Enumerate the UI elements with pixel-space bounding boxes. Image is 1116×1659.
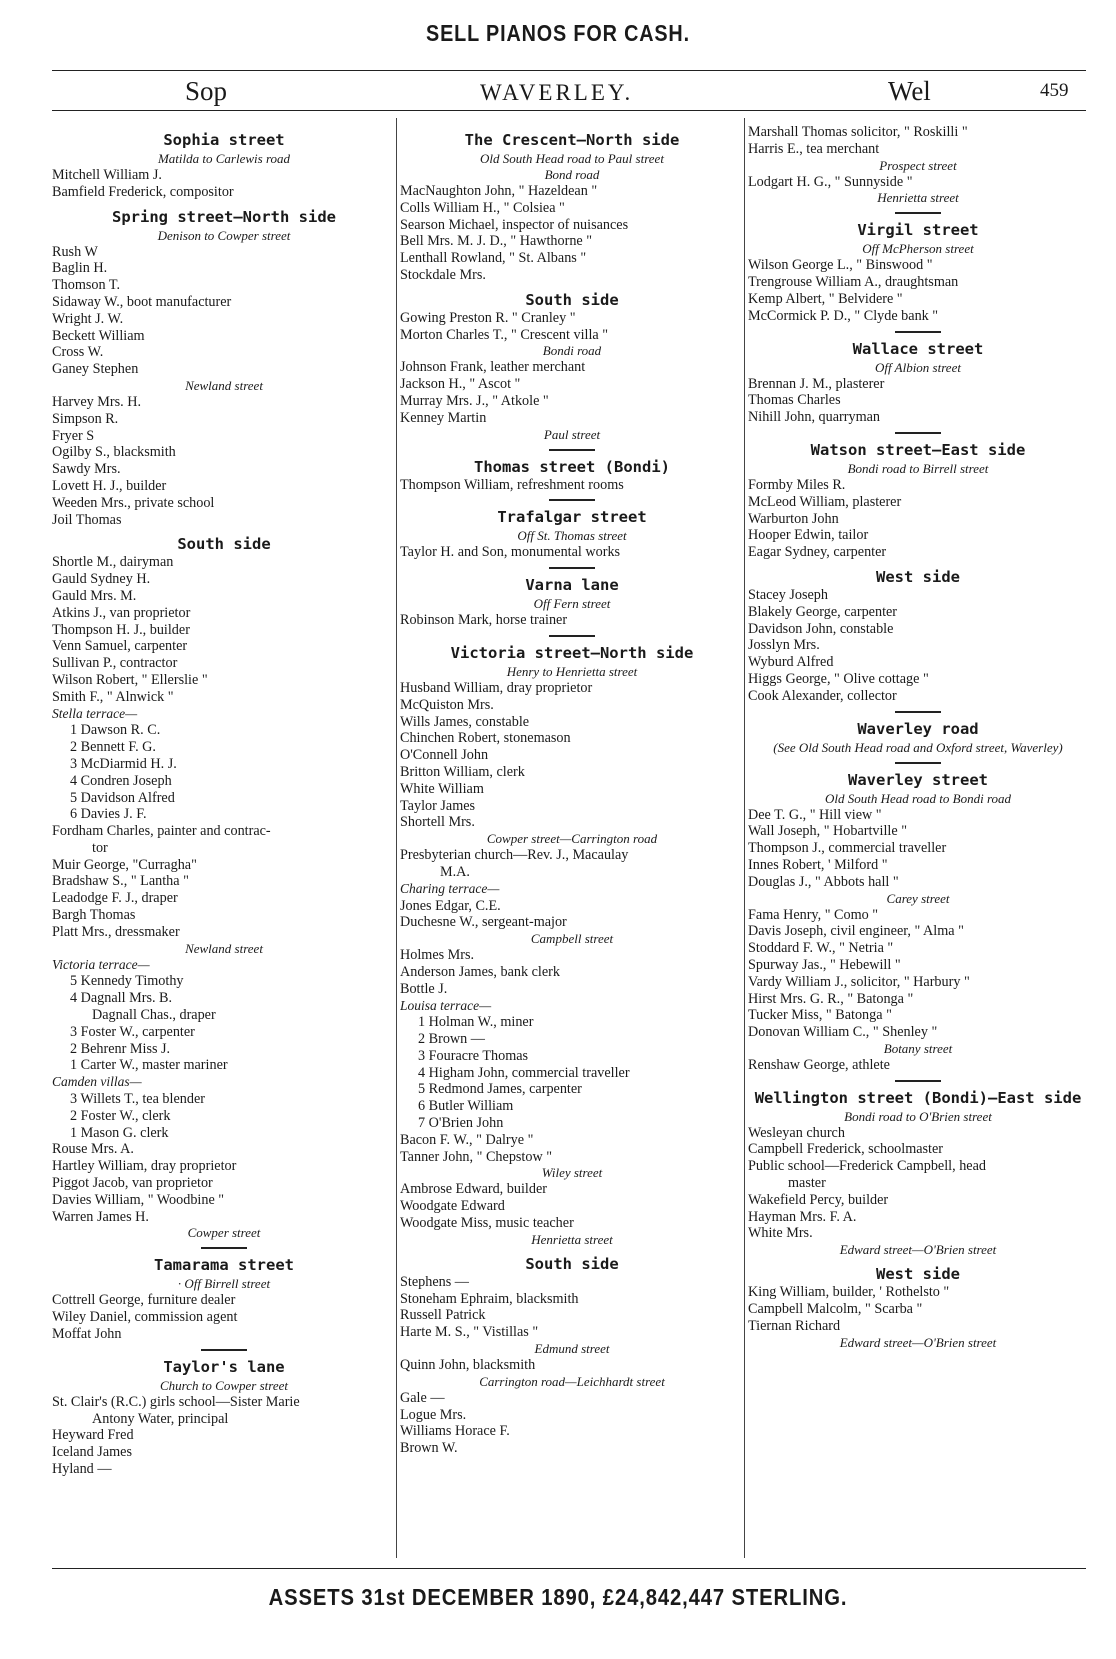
directory-entry: Morton Charles T., " Crescent villa " bbox=[400, 326, 609, 343]
directory-entry: Britton William, clerk bbox=[400, 763, 525, 780]
directory-entry: 4 Condren Joseph bbox=[70, 772, 172, 789]
directory-entry: Wilson Robert, " Ellerslie " bbox=[52, 671, 208, 688]
directory-entry: Iceland James bbox=[52, 1444, 132, 1461]
directory-entry: Moffat John bbox=[52, 1326, 122, 1343]
street-subheading: Henry to Henrietta street bbox=[506, 663, 638, 679]
directory-entry: Harvey Mrs. H. bbox=[52, 393, 142, 410]
directory-entry: Marshall Thomas solicitor, " Roskilli " bbox=[748, 124, 968, 140]
street-subheading: Off Fern street bbox=[533, 596, 611, 612]
directory-entry: Fama Henry, " Como " bbox=[748, 906, 879, 923]
directory-entry: Joil Thomas bbox=[52, 511, 122, 528]
directory-entry: McCormick P. D., " Clyde bank " bbox=[748, 307, 939, 324]
directory-entry: Kemp Albert, " Belvidere " bbox=[748, 290, 903, 307]
directory-entry: Taylor James bbox=[400, 797, 476, 814]
directory-entry: Hartley William, dray proprietor bbox=[52, 1158, 237, 1175]
directory-entry: Higgs George, " Olive cottage " bbox=[748, 670, 929, 687]
directory-entry: Stephens — bbox=[400, 1273, 469, 1290]
cross-street-label: Newland street bbox=[185, 940, 263, 956]
directory-entry: Thompson H. J., builder bbox=[52, 621, 190, 638]
directory-entry: Muir George, "Curragha" bbox=[52, 856, 197, 873]
directory-entry: Sullivan P., contractor bbox=[52, 655, 178, 672]
street-heading: West side bbox=[876, 1265, 960, 1284]
directory-entry: 2 Behrenr Miss J. bbox=[70, 1040, 171, 1057]
directory-entry: Jones Edgar, C.E. bbox=[400, 897, 501, 914]
directory-entry: Hooper Edwin, tailor bbox=[748, 527, 869, 544]
directory-entry: Rouse Mrs. A. bbox=[52, 1141, 134, 1158]
directory-entry: Chinchen Robert, stonemason bbox=[400, 730, 571, 747]
directory-entry: Hyland — bbox=[52, 1461, 112, 1477]
terrace-label: Camden villas— bbox=[52, 1074, 142, 1090]
section-separator bbox=[549, 567, 595, 569]
cross-street-label: Wiley street bbox=[541, 1165, 603, 1181]
directory-entry: Thomas Charles bbox=[748, 392, 841, 409]
directory-entry: Renshaw George, athlete bbox=[748, 1056, 890, 1073]
directory-entry: 4 Higham John, commercial traveller bbox=[418, 1064, 630, 1081]
directory-entry: Cross W. bbox=[52, 344, 104, 361]
directory-entry: Warburton John bbox=[748, 510, 839, 527]
directory-entry: Anderson James, bank clerk bbox=[400, 963, 560, 980]
directory-entry: Fordham Charles, painter and contrac- bbox=[52, 823, 271, 840]
street-heading: Taylor's lane bbox=[163, 1357, 285, 1376]
directory-entry: Ogilby S., blacksmith bbox=[52, 444, 176, 461]
directory-entry: Davidson John, constable bbox=[748, 620, 894, 637]
directory-entry: Smith F., " Alnwick " bbox=[52, 688, 174, 705]
street-heading: Victoria street—North side bbox=[450, 643, 694, 662]
directory-entry: Public school—Frederick Campbell, head bbox=[748, 1158, 986, 1175]
directory-entry: St. Clair's (R.C.) girls school—Sister Marie bbox=[52, 1393, 300, 1410]
directory-entry: Bacon F. W., " Dalrye " bbox=[400, 1131, 534, 1148]
street-subheading: Matilda to Carlewis road bbox=[157, 151, 291, 166]
directory-entry: 1 Holman W., miner bbox=[418, 1014, 534, 1031]
directory-entry: Duchesne W., sergeant-major bbox=[400, 914, 567, 931]
street-heading: Waverley street bbox=[848, 770, 988, 789]
directory-entry: Bell Mrs. M. J. D., " Hawthorne " bbox=[400, 233, 593, 250]
terrace-label: Stella terrace— bbox=[52, 705, 138, 721]
cross-street-label: Campbell street bbox=[530, 931, 614, 947]
street-heading: Spring street—North side bbox=[112, 207, 336, 226]
directory-entry: McLeod William, plasterer bbox=[748, 493, 902, 510]
directory-entry: Eagar Sydney, carpenter bbox=[748, 544, 887, 561]
directory-entry: Baglin H. bbox=[52, 260, 108, 277]
directory-entry: Stacey Joseph bbox=[748, 586, 828, 603]
cross-street-label: Botany street bbox=[883, 1040, 953, 1056]
directory-entry: Dee T. G., " Hill view " bbox=[748, 806, 882, 823]
bottom-rule bbox=[52, 1568, 1086, 1569]
directory-entry: Lodgart H. G., " Sunnyside " bbox=[748, 173, 913, 190]
cross-street-label: Edmund street bbox=[534, 1341, 610, 1357]
directory-entry: 4 Dagnall Mrs. B. bbox=[70, 990, 173, 1007]
header-range-start: Sop bbox=[185, 76, 228, 106]
directory-entry: Hayman Mrs. F. A. bbox=[748, 1208, 857, 1225]
section-separator bbox=[201, 1247, 247, 1249]
street-subheading: Old South Head road to Paul street bbox=[480, 151, 664, 166]
directory-entry: Thompson William, refreshment rooms bbox=[400, 476, 624, 493]
cross-street-label: Cowper street—Carrington road bbox=[486, 831, 658, 847]
directory-entry: Atkins J., van proprietor bbox=[52, 604, 191, 621]
directory-entry: Wiley Daniel, commission agent bbox=[52, 1309, 238, 1326]
directory-entry: Campbell Frederick, schoolmaster bbox=[748, 1141, 944, 1158]
section-separator bbox=[549, 635, 595, 637]
directory-entry: Kenney Martin bbox=[400, 409, 487, 426]
entry-continuation: M.A. bbox=[440, 863, 470, 880]
column-divider bbox=[396, 118, 397, 1558]
street-subheading: Bondi road to Birrell street bbox=[847, 460, 989, 476]
directory-entry: Shortell Mrs. bbox=[400, 814, 475, 831]
cross-street-label: Henrietta street bbox=[877, 190, 959, 206]
cross-street-label: Bond road bbox=[544, 167, 600, 182]
directory-entry: 1 Carter W., master mariner bbox=[70, 1057, 228, 1074]
directory-entry: 5 Davidson Alfred bbox=[70, 789, 175, 806]
page-number: 459 bbox=[1040, 80, 1069, 101]
street-subheading: Denison to Cowper street bbox=[157, 227, 291, 243]
advert-banner-top: SELL PIANOS FOR CASH. bbox=[426, 20, 690, 46]
terrace-label: Louisa terrace— bbox=[400, 997, 492, 1013]
directory-entry: Sawdy Mrs. bbox=[52, 461, 121, 478]
directory-entry: 6 Butler William bbox=[418, 1098, 514, 1115]
cross-street-label: Cowper street bbox=[187, 1225, 261, 1241]
directory-entry: Williams Horace F. bbox=[400, 1423, 510, 1440]
section-separator bbox=[895, 711, 941, 713]
directory-entry: Quinn John, blacksmith bbox=[400, 1357, 536, 1374]
street-heading: Trafalgar street bbox=[497, 508, 647, 527]
directory-entry: Simpson R. bbox=[52, 410, 119, 427]
directory-entry: Platt Mrs., dressmaker bbox=[52, 923, 180, 940]
cross-street-label: Edward street—O'Brien street bbox=[839, 1334, 997, 1350]
street-heading: South side bbox=[525, 290, 619, 309]
street-heading: The Crescent—North side bbox=[464, 131, 680, 149]
page-title: WAVERLEY. bbox=[480, 80, 634, 105]
directory-entry: Wilson George L., " Binswood " bbox=[748, 257, 933, 274]
directory-column-2 bbox=[400, 124, 744, 1457]
directory-entry: Rush W bbox=[52, 243, 98, 260]
street-heading: Watson street—East side bbox=[810, 440, 1026, 459]
directory-entry: 2 Brown — bbox=[418, 1031, 485, 1048]
cross-street-label: Paul street bbox=[543, 426, 601, 442]
cross-street-label: Carey street bbox=[886, 890, 950, 906]
directory-entry: Bradshaw S., " Lantha " bbox=[52, 873, 189, 890]
directory-entry: Tanner John, " Chepstow " bbox=[400, 1148, 553, 1165]
entry-continuation: tor bbox=[92, 839, 108, 856]
directory-entry: Shortle M., dairyman bbox=[52, 554, 174, 571]
directory-entry: Fryer S bbox=[52, 427, 95, 444]
street-heading: South side bbox=[177, 535, 271, 554]
directory-entry: Wills James, constable bbox=[400, 713, 530, 730]
directory-entry: King William, builder, ' Rothelsto " bbox=[748, 1284, 950, 1301]
section-separator bbox=[549, 499, 595, 501]
directory-entry: Thomson T. bbox=[52, 277, 121, 294]
directory-entry: Husband William, dray proprietor bbox=[400, 679, 593, 696]
directory-entry: Wright J. W. bbox=[52, 310, 124, 327]
directory-entry: Stoddard F. W., " Netria " bbox=[748, 940, 894, 957]
directory-entry: O'Connell John bbox=[400, 747, 489, 764]
directory-entry: Gauld Sydney H. bbox=[52, 571, 151, 588]
directory-entry: Ambrose Edward, builder bbox=[400, 1181, 547, 1198]
directory-entry: Lenthall Rowland, " St. Albans " bbox=[400, 250, 587, 267]
directory-entry: Wesleyan church bbox=[748, 1124, 845, 1141]
street-subheading: Bondi road to O'Brien street bbox=[844, 1108, 992, 1124]
street-subheading: · Off Birrell street bbox=[177, 1276, 271, 1292]
directory-entry: Bargh Thomas bbox=[52, 907, 136, 924]
directory-entry: Hirst Mrs. G. R., " Batonga " bbox=[748, 990, 914, 1007]
section-separator bbox=[895, 432, 941, 434]
directory-entry: Lovett H. J., builder bbox=[52, 477, 167, 494]
street-subheading: (See Old South Head road and Oxford street, Waverley) bbox=[773, 739, 1063, 755]
directory-entry: Venn Samuel, carpenter bbox=[52, 638, 188, 655]
street-subheading: Off McPherson street bbox=[862, 241, 974, 257]
directory-entry: 3 McDiarmid H. J. bbox=[70, 755, 177, 772]
entry-continuation: master bbox=[788, 1175, 826, 1192]
street-heading: Tamarama street bbox=[154, 1256, 294, 1275]
cross-street-label: Prospect street bbox=[879, 157, 957, 173]
directory-entry: Jackson H., " Ascot " bbox=[400, 376, 521, 393]
directory-entry: Harris E., tea merchant bbox=[748, 140, 880, 157]
directory-entry: Robinson Mark, horse trainer bbox=[400, 612, 568, 629]
directory-entry: 7 O'Brien John bbox=[418, 1115, 504, 1132]
directory-entry: Vardy William J., solicitor, " Harbury " bbox=[748, 973, 970, 990]
directory-entry: Heyward Fred bbox=[52, 1427, 134, 1444]
street-subheading: Old South Head road to Bondi road bbox=[824, 790, 1012, 806]
terrace-label: Charing terrace— bbox=[400, 880, 500, 896]
cross-street-label: Henrietta street bbox=[531, 1231, 613, 1247]
directory-entry: Formby Miles R. bbox=[748, 476, 846, 493]
directory-entry: Woodgate Edward bbox=[400, 1198, 505, 1215]
directory-entry: Brown W. bbox=[400, 1440, 458, 1457]
street-subheading: Off St. Thomas street bbox=[517, 528, 627, 544]
directory-entry: Davies William, " Woodbine " bbox=[52, 1191, 225, 1208]
street-heading: Waverley road bbox=[857, 719, 979, 738]
directory-entry: 3 Fouracre Thomas bbox=[418, 1047, 529, 1064]
entry-continuation: Dagnall Chas., draper bbox=[92, 1007, 216, 1024]
directory-entry: Josslyn Mrs. bbox=[748, 637, 820, 654]
directory-column-3 bbox=[748, 124, 1088, 1351]
directory-entry: Campbell Malcolm, " Scarba " bbox=[748, 1301, 923, 1318]
directory-entry: Taylor H. and Son, monumental works bbox=[400, 544, 621, 561]
directory-entry: Gauld Mrs. M. bbox=[52, 587, 137, 604]
directory-entry: Searson Michael, inspector of nuisances bbox=[400, 216, 629, 233]
directory-entry: Brennan J. M., plasterer bbox=[748, 375, 885, 392]
directory-entry: Woodgate Miss, music teacher bbox=[400, 1215, 574, 1232]
terrace-label: Victoria terrace— bbox=[52, 956, 150, 972]
directory-entry: Tucker Miss, " Batonga " bbox=[748, 1007, 892, 1024]
directory-entry: Davis Joseph, civil engineer, " Alma " bbox=[748, 923, 964, 940]
directory-entry: Nihill John, quarryman bbox=[748, 409, 881, 426]
directory-entry: Colls William H., " Colsiea " bbox=[400, 199, 565, 216]
directory-entry: Wyburd Alfred bbox=[748, 654, 834, 671]
street-heading: Wellington street (Bondi)—East side bbox=[754, 1088, 1082, 1107]
directory-entry: White William bbox=[400, 780, 484, 797]
entry-continuation: Antony Water, principal bbox=[92, 1410, 229, 1427]
directory-entry: Cook Alexander, collector bbox=[748, 687, 897, 704]
section-separator bbox=[895, 331, 941, 333]
header-range-end: Wel bbox=[888, 76, 931, 106]
directory-entry: 2 Bennett F. G. bbox=[70, 739, 156, 756]
column-divider bbox=[744, 118, 745, 1558]
street-heading: Virgil street bbox=[857, 221, 979, 240]
directory-entry: Piggot Jacob, van proprietor bbox=[52, 1175, 213, 1192]
directory-entry: Stockdale Mrs. bbox=[400, 266, 486, 283]
directory-entry: Gale — bbox=[400, 1389, 445, 1406]
directory-entry: Bamfield Frederick, compositor bbox=[52, 183, 234, 200]
directory-entry: Beckett William bbox=[52, 327, 145, 344]
section-separator bbox=[895, 762, 941, 764]
section-separator bbox=[549, 449, 595, 451]
street-subheading: Church to Cowper street bbox=[160, 1377, 288, 1393]
directory-entry: MacNaughton John, " Hazeldean " bbox=[400, 183, 598, 199]
directory-entry: Russell Patrick bbox=[400, 1307, 486, 1324]
directory-entry: Stoneham Ephraim, blacksmith bbox=[400, 1290, 579, 1307]
street-heading: Sophia street bbox=[163, 131, 285, 149]
directory-entry: White Mrs. bbox=[748, 1225, 813, 1242]
directory-entry: Wall Joseph, " Hobartville " bbox=[748, 823, 907, 840]
directory-entry: Mitchell William J. bbox=[52, 167, 162, 183]
directory-entry: Thompson J., commercial traveller bbox=[748, 840, 947, 857]
street-heading: Wallace street bbox=[852, 339, 984, 358]
directory-entry: Blakely George, carpenter bbox=[748, 603, 898, 620]
directory-entry: Holmes Mrs. bbox=[400, 947, 475, 964]
directory-entry: Murray Mrs. J., " Atkole " bbox=[400, 392, 549, 409]
directory-entry: Gowing Preston R. " Cranley " bbox=[400, 309, 576, 326]
directory-entry: Weeden Mrs., private school bbox=[52, 494, 215, 511]
directory-entry: Presbyterian church—Rev. J., Macaulay bbox=[400, 847, 629, 864]
header-rule bbox=[52, 110, 1086, 111]
top-rule bbox=[52, 70, 1086, 71]
directory-entry: Cottrell George, furniture dealer bbox=[52, 1292, 236, 1309]
directory-entry: 5 Kennedy Timothy bbox=[70, 973, 184, 990]
directory-entry: McQuiston Mrs. bbox=[400, 696, 494, 713]
directory-entry: Trengrouse William A., draughtsman bbox=[748, 274, 959, 291]
cross-street-label: Edward street—O'Brien street bbox=[839, 1242, 997, 1258]
directory-entry: Spurway Jas., " Hebewill " bbox=[748, 956, 901, 973]
directory-entry: Warren James H. bbox=[52, 1208, 149, 1225]
street-heading: South side bbox=[525, 1254, 619, 1273]
section-separator bbox=[895, 212, 941, 214]
directory-entry: 3 Foster W., carpenter bbox=[70, 1023, 195, 1040]
cross-street-label: Bondi road bbox=[542, 343, 602, 359]
directory-entry: Harte M. S., " Vistillas " bbox=[400, 1324, 539, 1341]
directory-entry: Bottle J. bbox=[400, 980, 448, 997]
section-separator bbox=[895, 1080, 941, 1082]
street-heading: Varna lane bbox=[525, 576, 619, 595]
advert-banner-bottom: ASSETS 31st DECEMBER 1890, £24,842,447 STERLING. bbox=[268, 1584, 848, 1610]
directory-entry: Leadodge F. J., draper bbox=[52, 890, 178, 907]
directory-entry: 1 Mason G. clerk bbox=[70, 1124, 169, 1141]
cross-street-label: Carrington road—Leichhardt street bbox=[479, 1373, 665, 1389]
directory-entry: Logue Mrs. bbox=[400, 1406, 467, 1423]
directory-entry: Ganey Stephen bbox=[52, 361, 139, 378]
street-subheading: Off Albion street bbox=[875, 359, 961, 375]
directory-entry: 6 Davies J. F. bbox=[70, 806, 147, 823]
street-heading: West side bbox=[876, 567, 960, 586]
directory-entry: Douglas J., " Abbots hall " bbox=[748, 873, 899, 890]
directory-entry: Tiernan Richard bbox=[748, 1317, 841, 1334]
street-heading: Thomas street (Bondi) bbox=[474, 457, 670, 476]
directory-entry: 2 Foster W., clerk bbox=[70, 1107, 171, 1124]
directory-entry: Donovan William C., " Shenley " bbox=[748, 1024, 938, 1041]
directory-column-1 bbox=[52, 124, 396, 1478]
section-separator bbox=[201, 1349, 247, 1351]
directory-entry: Wakefield Percy, builder bbox=[748, 1191, 889, 1208]
directory-entry: Sidaway W., boot manufacturer bbox=[52, 293, 232, 310]
directory-entry: 1 Dawson R. C. bbox=[70, 722, 161, 739]
directory-entry: 5 Redmond James, carpenter bbox=[418, 1081, 582, 1098]
cross-street-label: Newland street bbox=[185, 377, 263, 393]
directory-entry: Johnson Frank, leather merchant bbox=[400, 359, 586, 376]
directory-entry: Innes Robert, ' Milford " bbox=[748, 856, 888, 873]
directory-entry: 3 Willets T., tea blender bbox=[70, 1091, 205, 1108]
